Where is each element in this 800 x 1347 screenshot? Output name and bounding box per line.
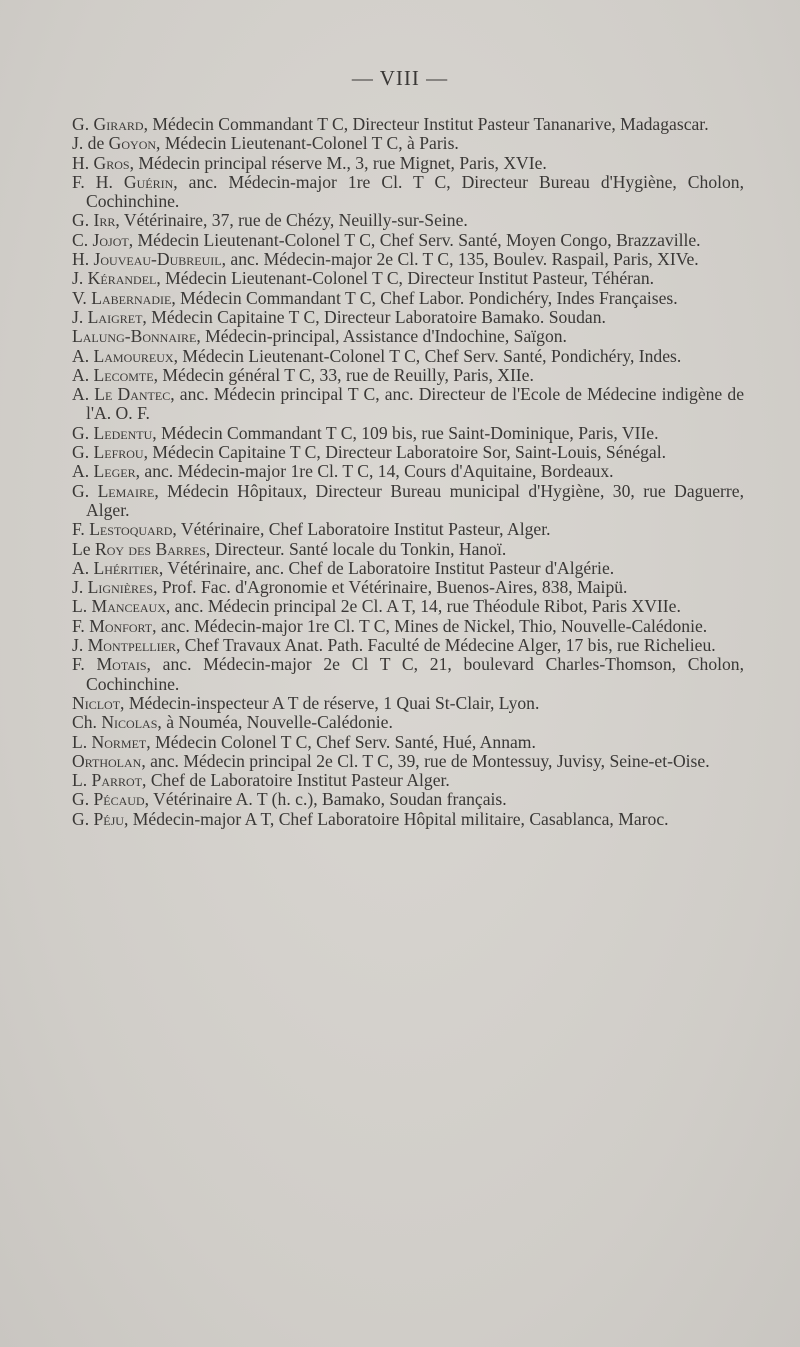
member-details: , Vétérinaire, 37, rue de Chézy, Neuilly-sur-Seine. <box>115 210 468 231</box>
member-details: , Médecin-major A T, Chef Laboratoire Hôpital militaire, Casablanca, Maroc. <box>123 808 669 829</box>
member-name: Lefrou <box>93 442 144 463</box>
member-initial: J. <box>72 306 88 327</box>
member-entry <box>72 733 744 752</box>
member-details: , Médecin-inspecteur A T de réserve, 1 Quai St-Clair, Lyon. <box>120 692 540 713</box>
member-name: Roy des Barres <box>94 538 206 559</box>
member-details: , Médecin Capitaine T C, Directeur Laboratoire Sor, Saint-Louis, Sénégal. <box>143 442 667 463</box>
member-details: , anc. Médecin principal 2e Cl. T C, 39, rue de Montessuy, Juvisy, Seine-et-Oise. <box>141 750 710 771</box>
member-entry <box>72 462 744 481</box>
member-name: Labernadie <box>91 287 172 308</box>
member-initial: C. <box>72 229 93 250</box>
member-initial: G. <box>72 808 94 829</box>
member-initial: J. <box>72 577 88 598</box>
member-entry <box>72 655 744 694</box>
member-name: Ortholan <box>72 750 142 771</box>
member-entry <box>72 810 744 829</box>
member-details: , Médecin Commandant T C, 109 bis, rue Saint-Dominique, Paris, VIIe. <box>152 422 659 443</box>
member-entry <box>72 115 744 134</box>
member-name: Péju <box>93 808 124 829</box>
member-entry <box>72 520 744 539</box>
member-details: , Chef Travaux Anat. Path. Faculté de Médecine Alger, 17 bis, rue Richelieu. <box>175 635 716 656</box>
member-details: , à Nouméa, Nouvelle-Calédonie. <box>157 712 393 733</box>
member-entry <box>72 617 744 636</box>
member-entry <box>72 173 744 212</box>
member-initial: A. <box>72 557 94 578</box>
member-initial: L. <box>72 596 92 617</box>
member-name: Kérandel <box>87 268 157 289</box>
member-name: Jojot <box>92 229 129 250</box>
member-initial: A. <box>72 345 94 366</box>
member-details: , Médecin Lieutenant-Colonel T C, Chef Serv. Santé, Moyen Congo, Brazzaville. <box>128 229 701 250</box>
member-details: , Prof. Fac. d'Agronomie et Vétérinaire, Buenos-Aires, 838, Maipü. <box>153 577 628 598</box>
member-details: , anc. Médecin principal 2e Cl. A T, 14, rue Théodule Ribot, Paris XVIIe. <box>165 596 681 617</box>
member-details: , Médecin Commandant T C, Chef Labor. Pondichéry, Indes Françaises. <box>171 287 678 308</box>
member-initial: J. de <box>72 133 109 154</box>
member-name: Lestoquard <box>89 519 173 540</box>
member-details: , anc. Médecin-major 2e Cl. T C, 135, Boulev. Raspail, Paris, XIVe. <box>221 249 699 270</box>
member-details: , Directeur. Santé locale du Tonkin, Hanoï. <box>205 538 507 559</box>
member-initial: Le <box>72 538 95 559</box>
member-name: Le Dantec <box>94 384 171 405</box>
member-initial: F. H. <box>72 171 124 192</box>
member-details: , anc. Médecin-major 1re Cl. T C, Mines de Nickel, Thio, Nouvelle-Calédonie. <box>152 615 708 636</box>
member-name: Girard <box>93 114 144 134</box>
member-initial: J. <box>72 635 88 656</box>
member-details: , Médecin Lieutenant-Colonel T C, Directeur Institut Pasteur, Téhéran. <box>156 268 655 289</box>
member-initial: G. <box>72 114 94 134</box>
member-name: Monfort <box>89 615 153 636</box>
member-details: , Vétérinaire, anc. Chef de Laboratoire Institut Pasteur d'Algérie. <box>158 557 615 578</box>
member-name: Jouveau-Dubreuil <box>93 249 222 270</box>
member-initial: H. <box>72 249 94 270</box>
member-name: Guérin <box>123 171 174 192</box>
member-details: , Médecin Colonel T C, Chef Serv. Santé, Hué, Annam. <box>146 731 536 752</box>
member-initial: G. <box>72 442 94 463</box>
member-name: Pécaud <box>93 789 145 810</box>
member-initial: A. <box>72 461 94 482</box>
member-details: , Médecin Lieutenant-Colonel T C, Chef Serv. Santé, Pondichéry, Indes. <box>173 345 682 366</box>
member-initial: F. <box>72 615 90 636</box>
member-entry <box>72 443 744 462</box>
member-initial: Ch. <box>72 712 102 733</box>
member-name: Lalung-Bonnaire <box>72 326 197 347</box>
member-entry <box>72 424 744 443</box>
member-details: , Chef de Laboratoire Institut Pasteur Alger. <box>142 770 450 791</box>
member-name: Lhéritier <box>93 557 159 578</box>
member-details: , anc. Médecin-major 2e Cl T C, 21, boulevard Charles-Thomson, Cholon, Cochinchine. <box>86 654 744 694</box>
member-name: Parrot <box>91 770 143 791</box>
member-initial: H. <box>72 152 94 173</box>
member-name: Normet <box>91 731 147 752</box>
member-entry <box>72 540 744 559</box>
member-name: Goyon <box>108 133 157 154</box>
member-details: , Médecin-principal, Assistance d'Indochine, Saïgon. <box>196 326 567 347</box>
member-details: , anc. Médecin-major 1re Cl. T C, 14, Cours d'Aquitaine, Bordeaux. <box>135 461 614 482</box>
member-details: , anc. Médecin-major 1re Cl. T C, Directeur Bureau d'Hygiène, Cholon, Cochinchine. <box>86 171 744 212</box>
member-name: Gros <box>93 152 130 173</box>
member-entry <box>72 694 744 713</box>
member-entry <box>72 347 744 366</box>
member-initial: G. <box>72 789 94 810</box>
member-entry <box>72 578 744 597</box>
member-entry <box>72 790 744 809</box>
member-entry <box>72 308 744 327</box>
member-entry <box>72 636 744 655</box>
member-entry <box>72 597 744 616</box>
member-details: , Médecin Lieutenant-Colonel T C, à Paris. <box>156 133 459 154</box>
member-entry <box>72 289 744 308</box>
member-entry <box>72 269 744 288</box>
member-details: , Médecin général T C, 33, rue de Reuilly, Paris, XIIe. <box>153 364 534 385</box>
member-entry <box>72 559 744 578</box>
member-initial: L. <box>72 731 92 752</box>
member-name: Manceaux <box>91 596 166 617</box>
member-entry <box>72 752 744 771</box>
member-initial: F. <box>72 654 97 675</box>
member-entry <box>72 366 744 385</box>
member-details: , Médecin Hôpitaux, Directeur Bureau municipal d'Hygiène, 30, rue Daguerre, Alger. <box>86 480 744 520</box>
page-number: — VIII — <box>351 66 449 90</box>
member-name: Niclot <box>72 692 121 713</box>
member-details: , Vétérinaire A. T (h. c.), Bamako, Soudan français. <box>144 789 507 810</box>
member-name: Leger <box>93 461 136 482</box>
member-entry <box>72 231 744 250</box>
member-entry <box>72 771 744 790</box>
member-initial: V. <box>72 287 92 308</box>
member-initial: F. <box>72 519 90 540</box>
member-details: , Médecin principal réserve M., 3, rue Mignet, Paris, XVIe. <box>129 152 547 173</box>
member-name: Laigret <box>87 306 143 327</box>
member-name: Montpellier <box>87 635 176 656</box>
member-details: , anc. Médecin principal T C, anc. Directeur de l'Ecole de Médecine indigène de l'A. O. F. <box>86 384 744 424</box>
member-initial: L. <box>72 770 92 791</box>
member-list <box>72 115 744 829</box>
member-initial: G. <box>72 210 94 231</box>
member-name: Lamoureux <box>93 345 174 366</box>
member-details: , Médecin Capitaine T C, Directeur Laboratoire Bamako. Soudan. <box>142 306 606 327</box>
member-entry <box>72 713 744 732</box>
member-name: Nicolas <box>101 712 158 733</box>
member-name: Lignières <box>87 577 154 598</box>
member-name: Lemaire <box>97 480 155 501</box>
member-name: Irr <box>93 210 116 231</box>
member-entry <box>72 327 744 346</box>
member-initial: G. <box>72 480 98 501</box>
member-name: Lecomte <box>93 364 154 385</box>
member-name: Ledentu <box>93 422 153 443</box>
member-entry <box>72 385 744 424</box>
member-initial: A. <box>72 384 95 405</box>
member-details: , Vétérinaire, Chef Laboratoire Institut Pasteur, Alger. <box>172 519 551 540</box>
member-initial: A. <box>72 364 94 385</box>
member-entry <box>72 250 744 269</box>
member-name: Motais <box>96 654 147 675</box>
member-details: , Médecin Commandant T C, Directeur Institut Pasteur Tananarive, Madagascar. <box>143 114 709 134</box>
member-initial: G. <box>72 422 94 443</box>
member-initial: J. <box>72 268 88 289</box>
member-entry <box>72 134 744 153</box>
member-entry <box>72 154 744 173</box>
member-entry <box>72 482 744 521</box>
member-entry <box>72 211 744 230</box>
